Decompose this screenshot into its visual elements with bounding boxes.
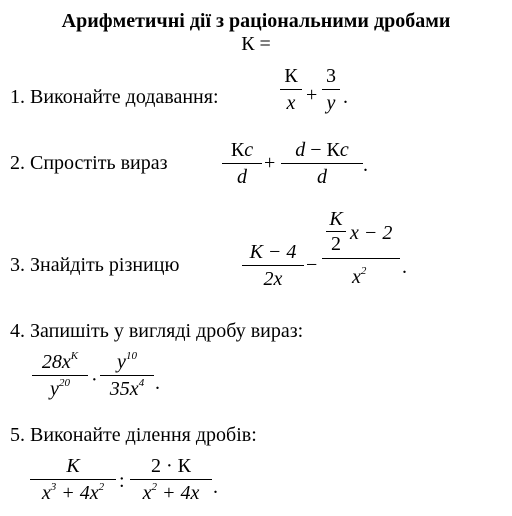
fraction-bar <box>100 375 154 376</box>
numerator <box>281 138 363 162</box>
task-3-label: 3. Знайдіть різницю <box>10 254 180 276</box>
task-4-fraction-1 <box>32 350 88 401</box>
task-1-label: 1. Виконайте додавання: <box>10 86 219 108</box>
numerator: К − 4 <box>249 241 297 263</box>
period: . <box>213 476 218 498</box>
inner-denominator: 2 <box>331 233 341 255</box>
fraction-bar <box>30 479 116 480</box>
numerator <box>222 138 262 162</box>
fraction-bar <box>322 89 340 90</box>
minus-sign: − <box>306 254 318 276</box>
task-2-label: 2. Спростіть вираз <box>10 152 168 174</box>
base: x <box>142 482 152 504</box>
task-5-fraction-1 <box>30 454 116 505</box>
variable-c: c <box>244 139 254 161</box>
task-1-fraction-1 <box>280 64 302 115</box>
base: 35x <box>109 378 139 400</box>
numerator: К <box>284 65 298 87</box>
denominator: x <box>286 92 296 114</box>
fraction-bar <box>32 375 88 376</box>
task-5-label: 5. Виконайте ділення дробів: <box>10 424 257 446</box>
minus-k: − К <box>305 139 340 161</box>
period: . <box>402 256 407 278</box>
fraction-bar <box>130 479 212 480</box>
task-2-fraction-1 <box>222 138 262 189</box>
fraction-bar <box>222 163 262 164</box>
variable-c: c <box>339 139 349 161</box>
task-3-fraction-2 <box>322 208 400 298</box>
base: y <box>50 378 59 400</box>
denominator <box>130 481 212 505</box>
denominator <box>100 377 154 401</box>
denominator: y <box>326 92 336 114</box>
task-2-fraction-2 <box>281 138 363 189</box>
numerator: К <box>66 455 80 477</box>
k-value-line: К = <box>241 33 271 55</box>
multiply-dot: · <box>91 369 98 391</box>
exponent: 2 <box>98 481 105 493</box>
k-symbol: К <box>230 139 245 161</box>
term: + 4x <box>157 482 200 504</box>
exponent: 10 <box>125 350 137 362</box>
inner-numerator: К <box>329 208 343 230</box>
numerator <box>32 350 88 374</box>
task-4-fraction-2 <box>100 350 154 401</box>
plus-sign: + <box>306 84 318 106</box>
denominator: 2x <box>263 268 283 290</box>
denominator: d <box>237 166 247 188</box>
base: x <box>352 266 361 288</box>
task-5-fraction-2 <box>130 454 212 505</box>
denominator: d <box>317 166 327 188</box>
exponent: 2 <box>360 265 367 277</box>
numerator: 2 · К <box>151 455 191 477</box>
task-3-fraction-1 <box>242 240 304 291</box>
fraction-bar <box>242 265 304 266</box>
fraction-bar <box>322 258 400 259</box>
term: + 4x <box>56 482 99 504</box>
numerator-rest: x − 2 <box>350 222 393 244</box>
inner-fraction-bar <box>326 231 346 232</box>
denominator <box>30 481 116 505</box>
denominator <box>352 266 366 289</box>
base: x <box>41 482 51 504</box>
task-4-label: 4. Запишіть у вигляді дробу вираз: <box>10 320 304 342</box>
numerator <box>100 350 154 374</box>
fraction-bar <box>280 89 302 90</box>
numerator: 3 <box>326 65 336 87</box>
plus-sign: + <box>264 152 276 174</box>
page-title: Арифметичні дії з раціональними дробами <box>61 10 451 32</box>
period: . <box>155 372 160 394</box>
exponent: 2 <box>151 481 157 493</box>
exponent: К <box>70 350 79 362</box>
inner-fraction <box>326 208 346 255</box>
period: . <box>363 154 368 176</box>
denominator <box>32 377 88 401</box>
exponent: 4 <box>138 377 145 389</box>
period: . <box>343 86 348 108</box>
task-1-fraction-2 <box>322 64 340 115</box>
base: y <box>117 351 126 373</box>
base: 28x <box>41 351 71 373</box>
exponent: 20 <box>58 377 70 389</box>
variable-d: d <box>295 139 306 161</box>
fraction-bar <box>281 163 363 164</box>
exponent: 3 <box>50 481 57 493</box>
division-colon: : <box>119 470 125 492</box>
